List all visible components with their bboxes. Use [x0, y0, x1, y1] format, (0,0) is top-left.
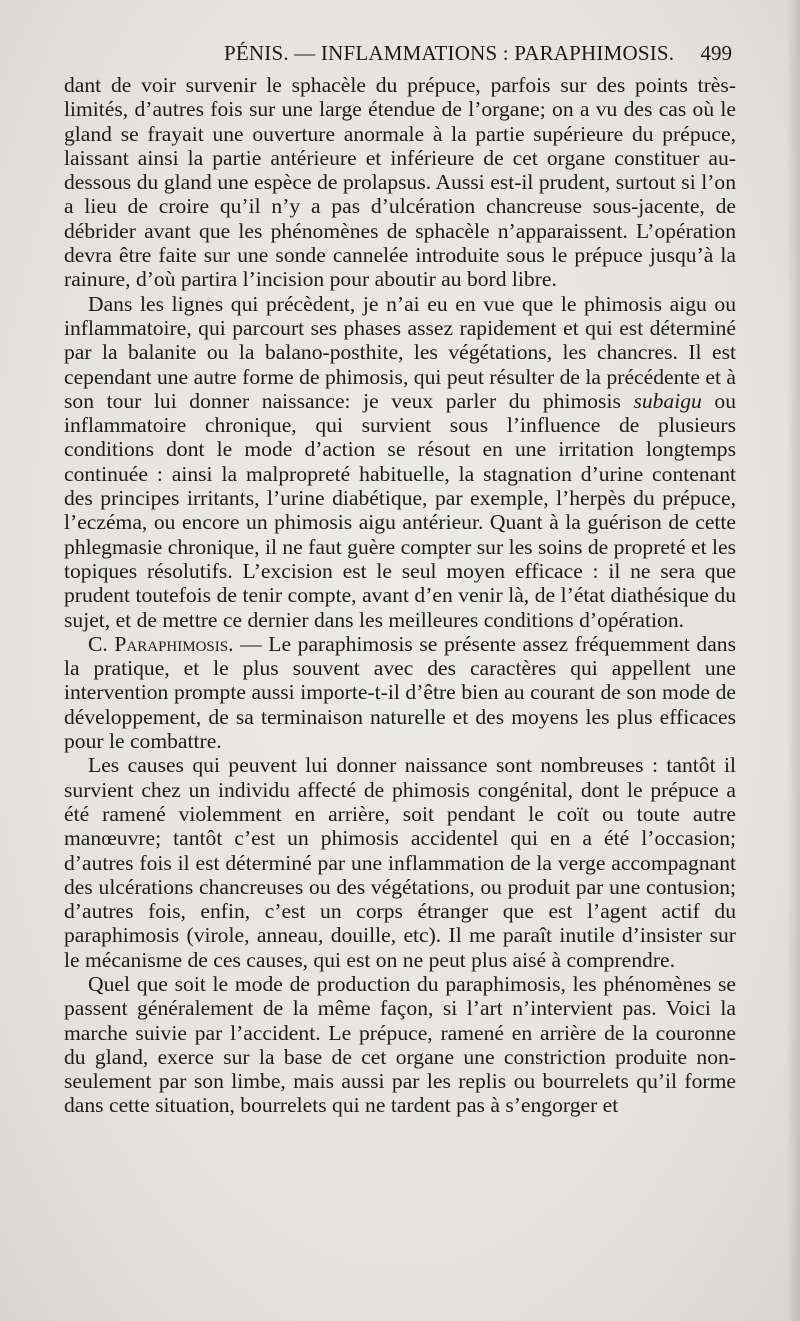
italic-term: subaigu [633, 388, 702, 413]
page-number: 499 [700, 41, 732, 65]
paragraph-paraphimosis [64, 632, 736, 753]
running-title: PÉNIS. — INFLAMMATIONS : PARAPHIMOSIS. [224, 41, 675, 65]
paragraph-marche: Quel que soit le mode de production du paraphimosis, les phénomènes se passent généralement de la même façon, si l’art n’intervient pas. Voici la marche suivie par l’accident. Le prépuce, ramené en arrière de la couronne du gland, exerce sur la base de cet organe une constriction produite non-seulement par son limbe, mais aussi par les replis ou bourrelets qu’il forme dans cette situation, bourrelets qui ne tardent pas à s’engorger et [64, 971, 736, 1118]
page-edge-shadow [786, 0, 800, 1321]
paragraph-sphacele: dant de voir survenir le sphacèle du prépuce, parfois sur des points très-limités, d’autres fois sur une large étendue de l’organe; on a vu des cas où le gland se frayait une ouverture anormale à la partie supérieure du prépuce, laissant ainsi la partie antérieure et inférieure de cet organe constituer au-dessous du gland une espèce de prolapsus. Aussi est-il prudent, surtout si l’on a lieu de croire qu’il n’y a pas d’ulcération chancreuse sous-jacente, de débrider avant que les phénomènes de sphacèle n’apparaissent. L’opération devra être faite sur une sonde cannelée introduite sous le prépuce jusqu’à la rainure, d’où partira l’incision pour aboutir au bord libre. [64, 73, 736, 292]
section-heading: C. Paraphimosis. [88, 631, 234, 656]
body-text [64, 73, 736, 1118]
paragraph-causes: Les causes qui peuvent lui donner naissance sont nombreuses : tantôt il survient chez un individu affecté de phimosis congénital, dont le prépuce a été ramené violemment en arrière, soit pendant le coït ou toute autre manœuvre; tantôt c’est un phimosis accidentel qui en a été l’occasion; d’autres fois il est déterminé par une inflammation de la verge accompagnant des ulcérations chancreuses ou des végétations, ou produit par une contusion; d’autres fois, enfin, c’est un corps étranger que est l’agent actif du paraphimosis (virole, anneau, douille, etc). Il me paraît inutile d’insister sur le mécanisme de ces causes, qui est on ne peut plus aisé à comprendre. [64, 753, 736, 972]
paragraph-text: — Le paraphimosis se présente assez fréquemment dans la pratique, et le plus souvent avec des caractères qui appellent une intervention prompte aussi importe-t-il d’être bien au courant de son mode de développement, de sa terminaison naturelle et des moyens les plus efficaces pour le combattre. [64, 631, 736, 754]
paragraph-phimosis-subaigu [64, 292, 736, 632]
paragraph-text: ou inflammatoire chronique, qui survient sous l’influence de plusieurs conditions dont le mode d’action se résout en une irritation longtemps continuée : ainsi la malpropreté habituelle, la stagnation d’urine contenant des principes irritants, l’urine diabétique, par exemple, l’herpès du prépuce, l’eczéma, ou encore un phimosis aigu antérieur. Quant à la guérison de cette phlegmasie chronique, il ne faut guère compter sur les soins de propreté et les topiques résolutifs. L’excision est le seul moyen efficace : il ne sera que prudent toutefois de tenir compte, avant d’en venir là, de l’état diathésique du sujet, et de mettre ce dernier dans les meilleures conditions d’opération. [64, 388, 736, 632]
page-header [64, 41, 736, 69]
paragraph-text: Dans les lignes qui précèdent, je n’ai eu en vue que le phimosis aigu ou inflammatoire, qui parcourt ses phases assez rapidement et qui est déterminé par la balanite ou la balano-posthite, les végétations, les chancres. Il est cependant une autre forme de phimosis, qui peut résulter de la précédente et à son tour lui donner naissance: je veux parler du phimosis [64, 291, 736, 413]
